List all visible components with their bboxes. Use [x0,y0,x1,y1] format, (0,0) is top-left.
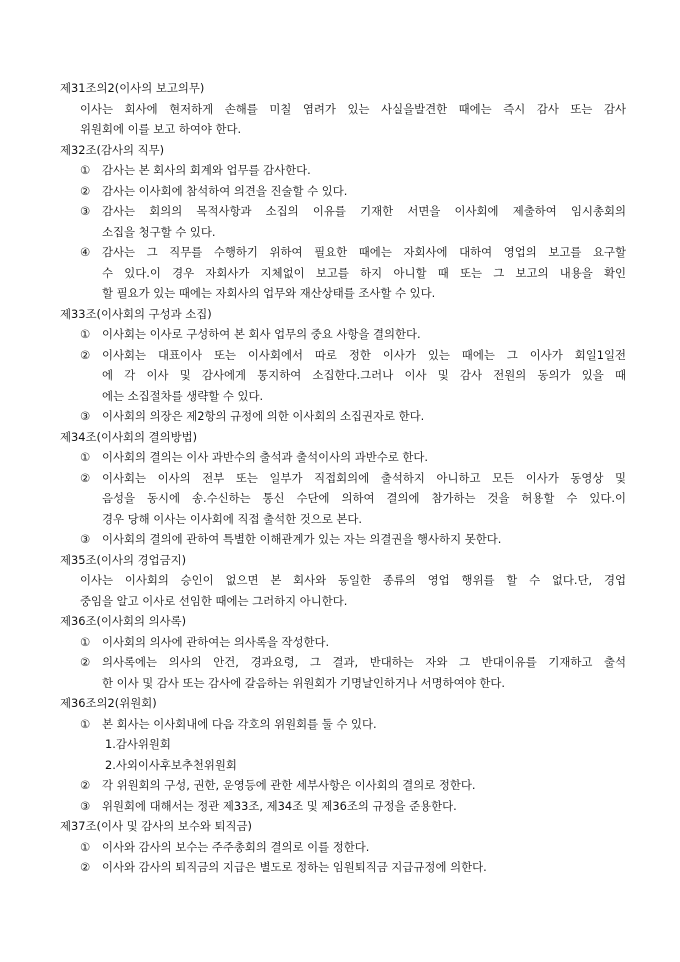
clause-text: 에 각 이사 및 감사에게 통지하여 소집한다.그러나 이사 및 감사 전원의 동의가 있을 때 [102,368,626,382]
clause-text: 이사회는 대표이사 또는 이사회에서 따로 정한 이사가 있는 때에는 그 이사가 회일1일전 [102,347,626,362]
clause-line [60,406,626,427]
clause-text: 이사와 감사의 퇴직금의 지급은 별도로 정하는 임원퇴직금 지급규정에 의한다. [102,860,487,874]
clause-line [60,509,626,530]
clause-line [60,283,626,304]
clause-line [60,652,626,673]
article-section [60,611,626,693]
clause-text: 이사회의 결의에 관하여 특별한 이해관계가 있는 자는 의결권을 행사하지 못한다. [102,532,502,546]
clause-text: 본 회사는 이사회내에 다음 각호의 위원회를 둘 수 있다. [102,716,377,731]
clause-text: 각 위원회의 구성, 권한, 운영등에 관한 세부사항은 이사회의 결의로 정한다. [102,778,476,792]
article-heading: 제34조(이사회의 결의방법) [60,429,198,444]
article-heading: 제33조(이사회의 구성과 소집) [60,306,212,321]
article-section [60,304,626,427]
clause-line [60,222,626,243]
clause-line [60,365,626,386]
article-heading: 제37조(이사 및 감사의 보수와 퇴직금) [60,819,252,833]
article-body-line: 이사는 회사에 현저하게 손해를 미칠 염려가 있는 사실을발견한 때에는 즉시 감사 또는 감사 [80,101,626,116]
clause-number: ② [80,778,91,792]
clause-line [60,160,626,181]
clause-text: 이사회의 의사에 관하여는 의사록을 작성한다. [102,634,330,649]
clause-text: 음성을 동시에 송.수신하는 통신 수단에 의하여 결의에 참가하는 것을 허용할 수 있다.이 [102,491,626,505]
article-body-line: 중임을 알고 이사로 선임한 때에는 그러하지 아니한다. [80,593,348,608]
clause-line [60,775,626,796]
clause-number-spacer [80,222,102,243]
clause-text: 소집을 청구할 수 있다. [102,224,216,239]
article-heading: 제36조의2(위원회) [60,696,157,710]
clause-text: 이사회는 이사로 구성하여 본 회사 업무의 중요 사항을 결의한다. [102,327,421,341]
clause-number-spacer [80,365,102,386]
clause-line [60,673,626,694]
clause-number: ④ [80,245,91,259]
clause-number-spacer [80,263,102,284]
clause-number: ② [80,183,91,198]
article-section [60,550,626,612]
clause-line [60,324,626,345]
clause-number: ② [80,655,91,669]
article-heading: 제31조의2(이사의 보고의무) [60,81,205,95]
article-section [60,816,626,878]
clause-line [60,632,626,653]
article-section [60,693,626,816]
clause-text: 할 필요가 있는 때에는 자회사의 업무와 재산상태를 조사할 수 있다. [102,286,436,300]
clause-line [60,386,626,407]
sub-item: 1.감사위원회 [105,737,171,751]
clause-text: 에는 소집절차를 생략할 수 있다. [102,388,264,403]
article-section [60,140,626,304]
clause-line [60,468,626,489]
clause-line [60,796,626,817]
clause-line [60,181,626,202]
clause-number-spacer [80,283,102,304]
clause-number-spacer [80,509,102,530]
clause-line [60,488,626,509]
clause-text: 경우 당해 이사는 이사회에 직접 출석한 것으로 본다. [102,511,363,526]
article-section [60,427,626,550]
clause-number: ② [80,347,91,362]
article-heading: 제32조(감사의 직무) [60,142,165,157]
clause-number: ③ [80,204,91,218]
document-page [60,78,626,878]
clause-number-spacer [80,673,102,694]
clause-text: 이사회는 이사의 전부 또는 일부가 직접회의에 출석하지 아니하고 모든 이사가 동영상 및 [102,470,626,485]
clause-text: 이사회의 결의는 이사 과반수의 출석과 출석이사의 과반수로 한다. [102,450,429,464]
clause-number: ① [80,450,91,464]
clause-number: ① [80,327,91,341]
clause-number: ① [80,716,91,731]
clause-text: 위원회에 대해서는 정관 제33조, 제34조 및 제36조의 규정을 준용한다. [102,798,457,813]
clause-number: ③ [80,409,91,423]
article-heading: 제35조(이사의 경업금지) [60,552,187,567]
clause-number: ② [80,860,91,874]
clause-line [60,263,626,284]
article-body-line: 이사는 이사회의 승인이 없으면 본 회사와 동일한 종류의 영업 행위를 할 수 없다.단, 경업 [80,573,626,587]
clause-text: 감사는 회의의 목적사항과 소집의 이유를 기재한 서면을 이사회에 제출하여 임시총회의 [102,204,626,218]
clause-line [60,529,626,550]
clause-text: 의사록에는 의사의 안건, 경과요령, 그 결과, 반대하는 자와 그 반대이유를 기재하고 출석 [102,655,626,669]
clause-text: 이사와 감사의 보수는 주주총회의 결의로 이를 정한다. [102,839,370,854]
clause-number: ③ [80,798,91,813]
clause-line [60,447,626,468]
clause-number: ① [80,163,91,177]
clause-line [60,242,626,263]
clause-number: ① [80,634,91,649]
sub-item: 2.사외이사후보추천위원회 [105,757,237,772]
clause-number: ③ [80,532,91,546]
clause-text: 한 이사 및 감사 또는 감사에 갈음하는 위원회가 기명날인하거나 서명하여야 한다. [102,675,505,690]
clause-text: 감사는 본 회사의 회계와 업무를 감사한다. [102,163,311,177]
clause-text: 감사는 이사회에 참석하여 의견을 진술할 수 있다. [102,183,348,198]
clause-number: ① [80,839,91,854]
clause-line [60,714,626,735]
clause-number-spacer [80,488,102,509]
clause-number: ② [80,470,91,485]
clause-line [60,345,626,366]
article-section [60,78,626,140]
clause-text: 이사회의 의장은 제2항의 규정에 의한 이사회의 소집권자로 한다. [102,409,425,423]
clause-text: 감사는 그 직무를 수행하기 위하여 필요한 때에는 자회사에 대하여 영업의 보고를 요구할 [102,245,626,259]
clause-text: 수 있다.이 경우 자회사가 지체없이 보고를 하지 아니할 때 또는 그 보고의 내용을 확인 [102,265,626,280]
clause-line [60,837,626,858]
article-heading: 제36조(이사회의 의사록) [60,614,187,628]
clause-line [60,857,626,878]
clause-line [60,201,626,222]
clause-number-spacer [80,386,102,407]
article-body-line: 위원회에 이를 보고 하여야 한다. [80,122,242,136]
